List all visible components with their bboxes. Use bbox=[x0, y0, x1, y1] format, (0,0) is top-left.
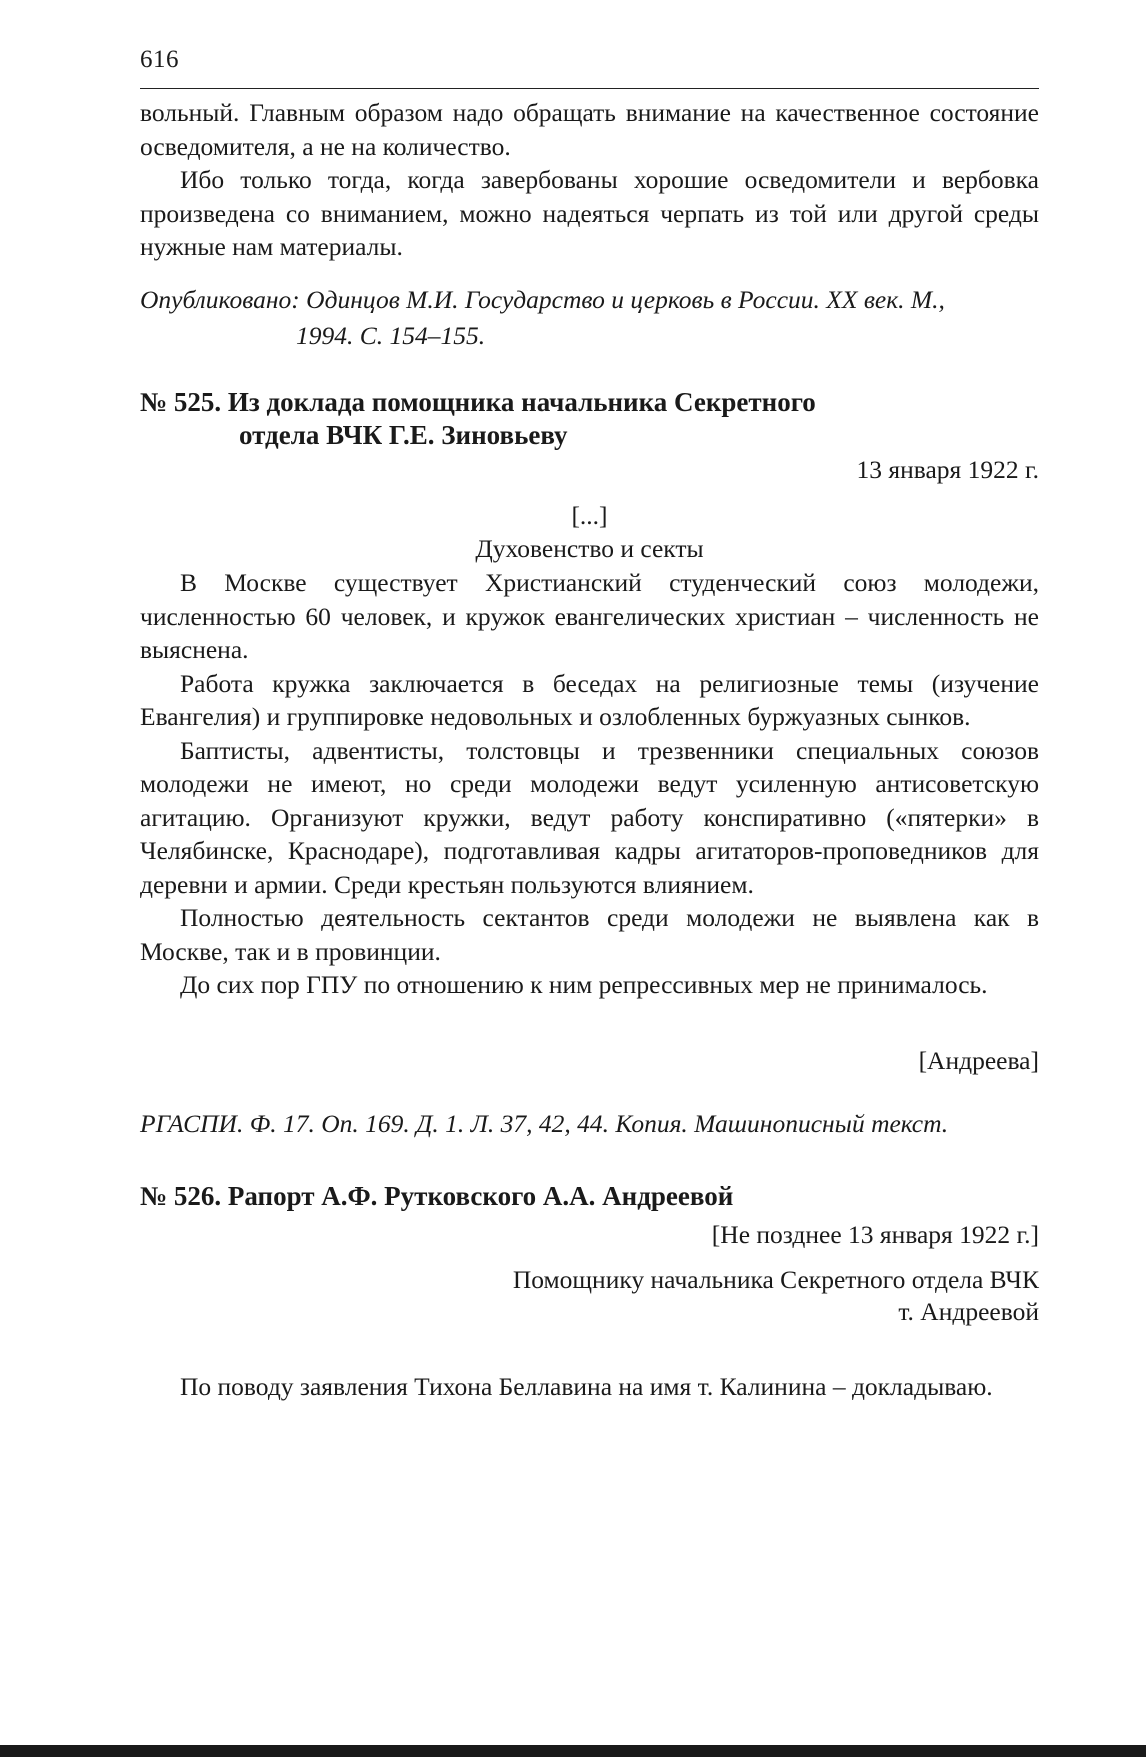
doc526-addressee bbox=[140, 1264, 1039, 1328]
doc525-body bbox=[140, 566, 1039, 1002]
doc525-title bbox=[140, 386, 1039, 452]
doc525-title-line2: отдела ВЧК Г.Е. Зиновьеву bbox=[239, 420, 568, 450]
doc525-subheading: Духовенство и секты bbox=[475, 534, 704, 563]
doc525-paragraph-4: Полностью деятельность сектантов среди молодежи не выявлена как в Москве, так и в провинции. bbox=[140, 903, 1039, 966]
doc526-paragraph: По поводу заявления Тихона Беллавина на имя т. Калинина – докладываю. bbox=[180, 1372, 993, 1401]
doc525-headings bbox=[140, 499, 1039, 565]
published-label: Опубликовано: bbox=[140, 285, 300, 314]
published-ref-line2: 1994. С. 154–155. bbox=[296, 321, 486, 350]
published-ref-line1: Одинцов М.И. Государство и церковь в России. XX век. М., bbox=[306, 285, 945, 314]
doc526-addressee-line1: Помощнику начальника Секретного отдела ВЧК bbox=[512, 1265, 1039, 1294]
doc525-ellipsis: [...] bbox=[571, 501, 608, 530]
doc526-title: № 526. Рапорт А.Ф. Рутковского А.А. Андреевой bbox=[140, 1181, 734, 1211]
doc525-paragraph-3: Баптисты, адвентисты, толстовцы и трезвенники специальных союзов молодежи не имеют, но среди молодежи ведут усиленную антисоветскую агитацию. Организуют кружки, ведут работу конспиративно («пятерки» в Челябинске, Краснодаре), подготавливая кадры агитаторов-проповедников для деревни и армии. Среди крестьян пользуются влиянием. bbox=[140, 735, 1039, 899]
doc525-source: РГАСПИ. Ф. 17. Оп. 169. Д. 1. Л. 37, 42, 44. Копия. Машинописный текст. bbox=[140, 1109, 949, 1138]
doc525-paragraph-5: До сих пор ГПУ по отношению к ним репрессивных мер не принималось. bbox=[180, 970, 988, 999]
doc526-body bbox=[140, 1370, 1039, 1404]
intro-paragraph-2: Ибо только тогда, когда завербованы хорошие осведомители и вербовка произведена со вниманием, можно надеяться черпать из той или другой среды нужные нам материалы. bbox=[140, 165, 1039, 261]
scan-bottom-edge bbox=[0, 1745, 1146, 1757]
published-note bbox=[140, 282, 1039, 354]
doc526-addressee-line2: т. Андреевой bbox=[898, 1297, 1039, 1326]
doc525-paragraph-2: Работа кружка заключается в беседах на религиозные темы (изучение Евангелия) и группировке недовольных и озлобленных буржуазных сынков. bbox=[140, 668, 1039, 731]
doc525-date: 13 января 1922 г. bbox=[856, 455, 1039, 484]
doc526-date: [Не позднее 13 января 1922 г.] bbox=[711, 1220, 1039, 1249]
doc525-paragraph-1: В Москве существует Христианский студенческий союз молодежи, численностью 60 человек, и кружок евангелических христиан – численность не выяснена. bbox=[140, 568, 1039, 664]
doc525-title-line1: № 525. Из доклада помощника начальника Секретного bbox=[140, 387, 816, 417]
doc525-signature: [Андреева] bbox=[918, 1046, 1039, 1075]
header-rule bbox=[140, 88, 1039, 89]
intro-section bbox=[140, 96, 1039, 264]
intro-paragraph-1: вольный. Главным образом надо обращать внимание на качественное состояние осведомителя, а не на количество. bbox=[140, 98, 1039, 161]
page-number: 616 bbox=[140, 46, 179, 73]
